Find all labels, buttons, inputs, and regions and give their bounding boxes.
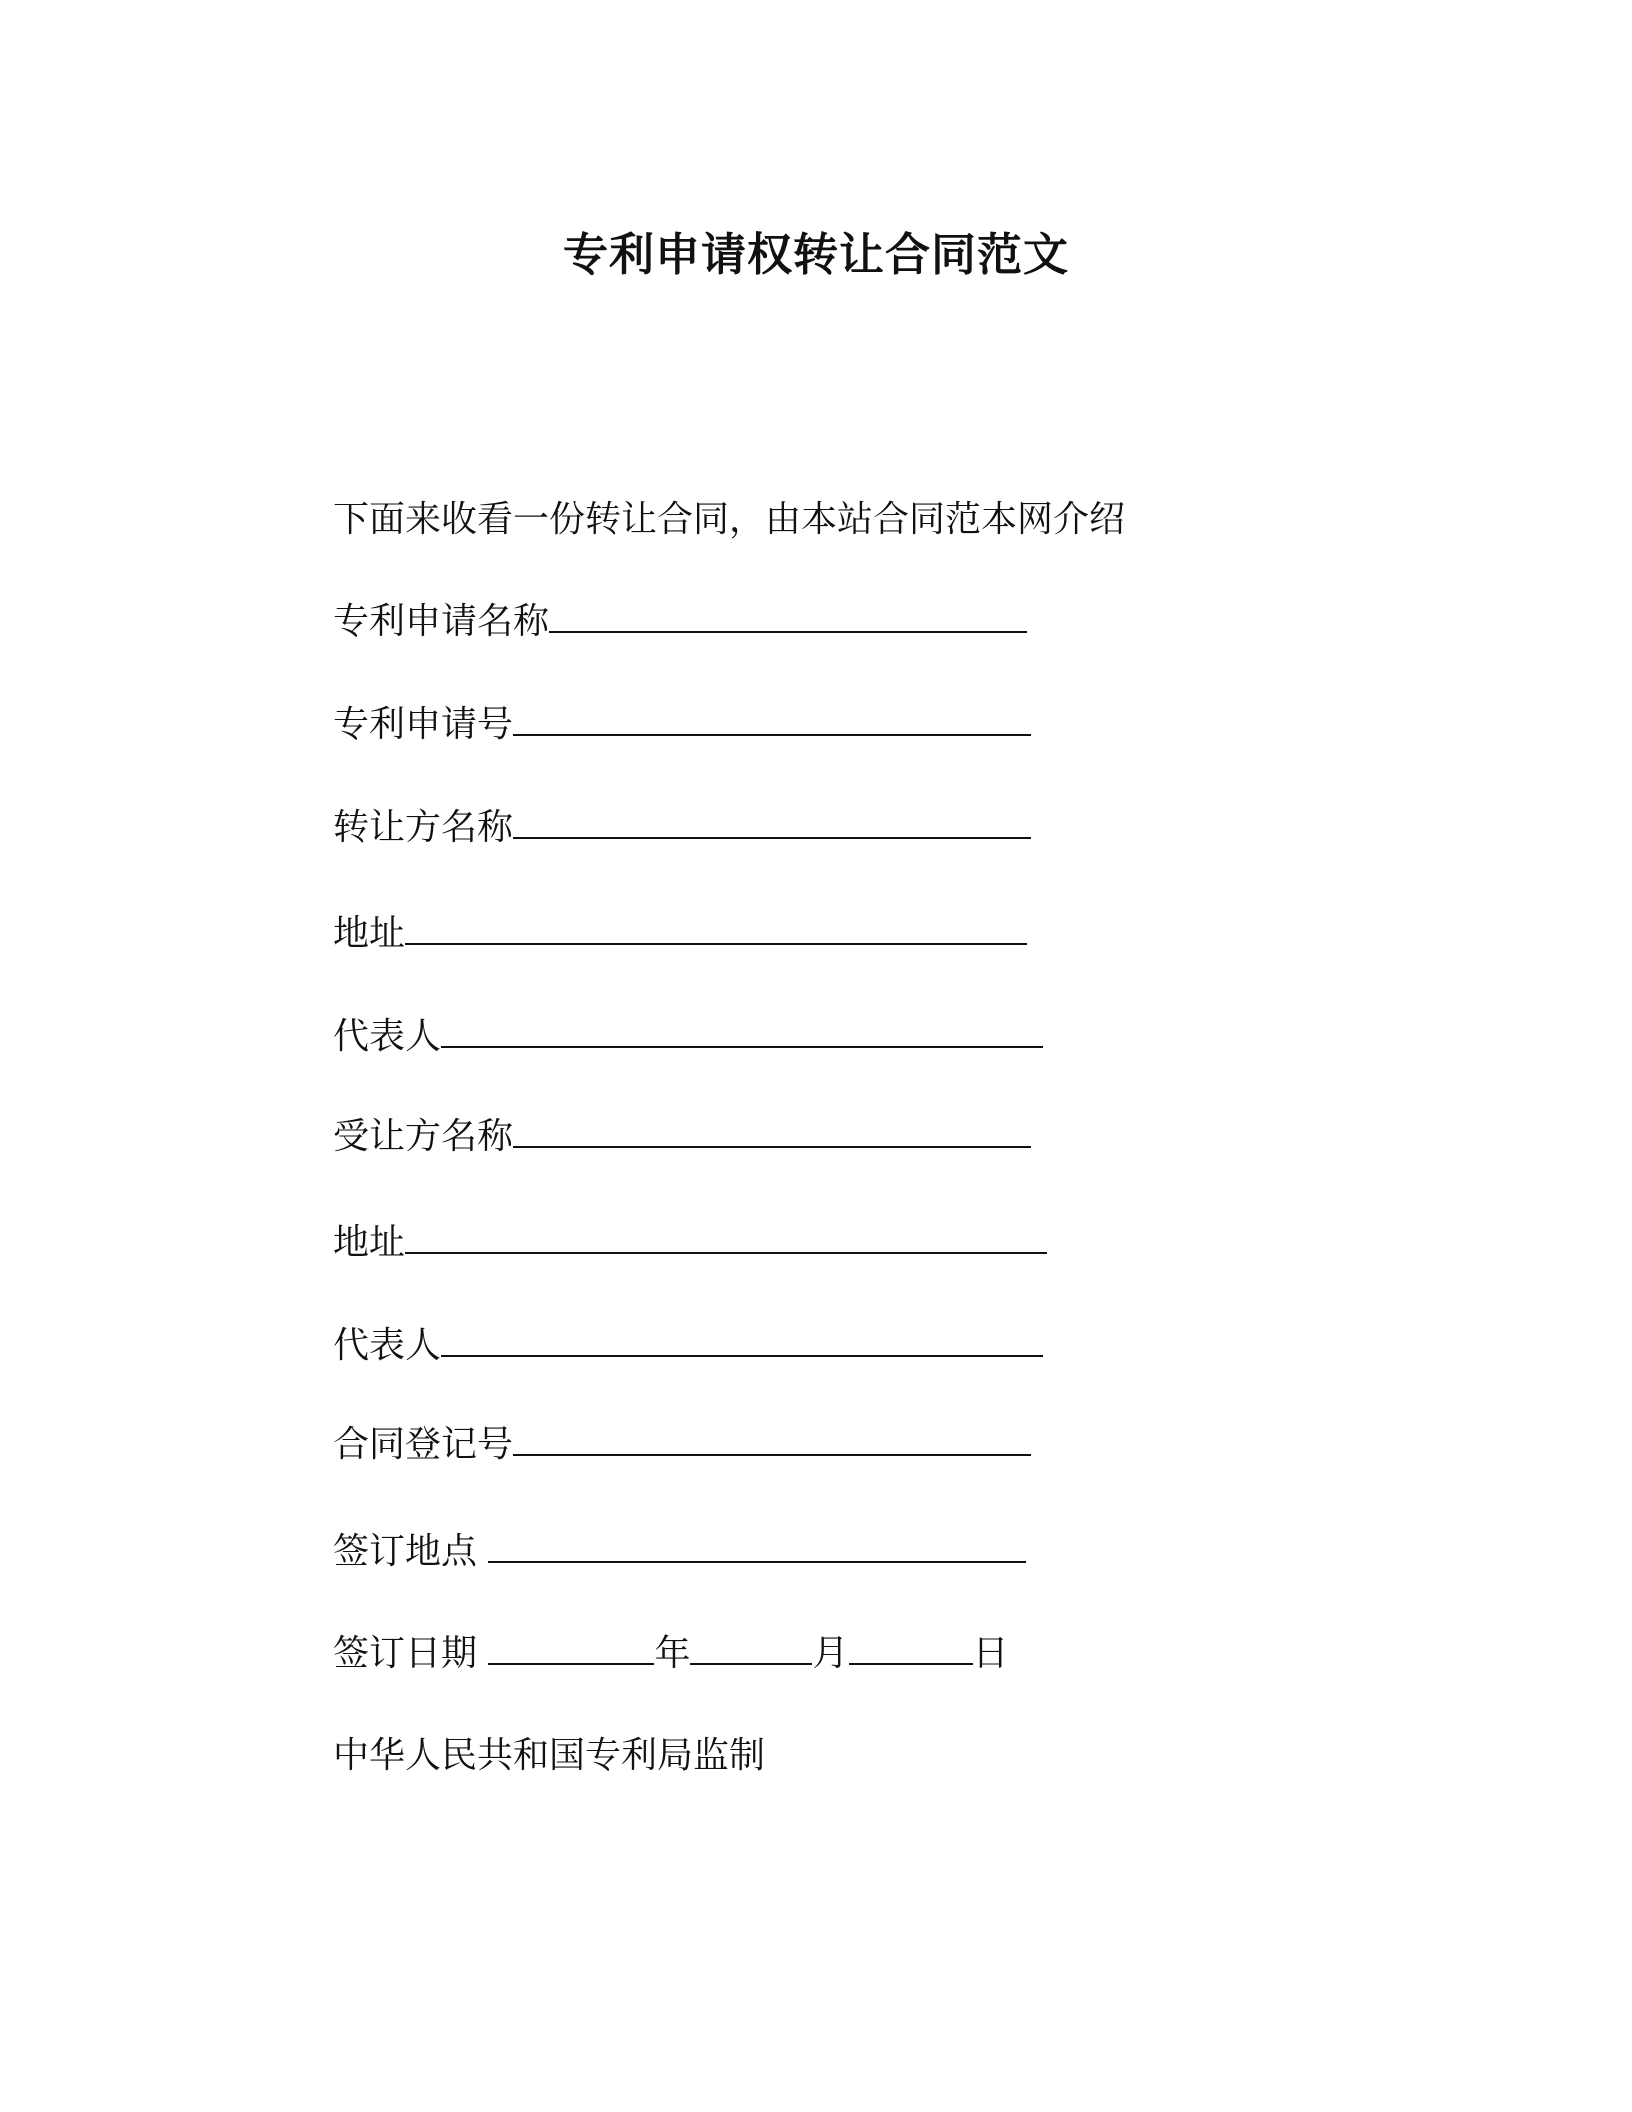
year-unit: 年 bbox=[654, 1633, 691, 1674]
fill-blank[interactable] bbox=[488, 1531, 1026, 1563]
month-unit: 月 bbox=[812, 1633, 849, 1674]
field-patent-application-name bbox=[333, 600, 1027, 644]
field-transferor-representative bbox=[333, 1015, 1043, 1059]
field-signing-date bbox=[333, 1632, 1009, 1676]
field-label: 受让方名称 bbox=[333, 1116, 514, 1157]
year-blank[interactable] bbox=[488, 1633, 654, 1665]
fill-blank[interactable] bbox=[405, 1222, 1047, 1254]
month-blank[interactable] bbox=[690, 1633, 812, 1665]
field-label: 转让方名称 bbox=[333, 807, 514, 848]
field-transferee-address bbox=[333, 1221, 1047, 1265]
field-contract-registration-number bbox=[333, 1423, 1031, 1467]
fill-blank[interactable] bbox=[513, 704, 1031, 736]
fill-blank[interactable] bbox=[549, 601, 1027, 633]
field-label: 地址 bbox=[333, 913, 406, 954]
fill-blank[interactable] bbox=[405, 913, 1027, 945]
fill-blank[interactable] bbox=[513, 807, 1031, 839]
fill-blank[interactable] bbox=[441, 1016, 1043, 1048]
fill-blank[interactable] bbox=[513, 1424, 1031, 1456]
field-patent-application-number bbox=[333, 703, 1031, 747]
field-signing-place bbox=[333, 1530, 1026, 1574]
fill-blank[interactable] bbox=[441, 1325, 1043, 1357]
field-label: 签订日期 bbox=[333, 1633, 478, 1674]
field-transferor-name bbox=[333, 806, 1031, 850]
field-label: 签订地点 bbox=[333, 1531, 478, 1572]
field-transferee-representative bbox=[333, 1324, 1043, 1368]
field-label: 代表人 bbox=[333, 1325, 442, 1366]
day-blank[interactable] bbox=[849, 1633, 973, 1665]
field-label: 专利申请号 bbox=[333, 704, 514, 745]
field-label: 代表人 bbox=[333, 1016, 442, 1057]
fill-blank[interactable] bbox=[513, 1116, 1031, 1148]
footer-supervision-text: 中华人民共和国专利局监制 bbox=[333, 1735, 766, 1776]
day-unit: 日 bbox=[972, 1633, 1009, 1674]
intro-text: 下面来收看一份转让合同，由本站合同范本网介绍 bbox=[333, 499, 1126, 540]
document-title: 专利申请权转让合同范文 bbox=[562, 228, 1069, 281]
field-transferee-name bbox=[333, 1115, 1031, 1159]
field-label: 地址 bbox=[333, 1222, 406, 1263]
field-transferor-address bbox=[333, 912, 1027, 956]
field-label: 合同登记号 bbox=[333, 1424, 514, 1465]
field-label: 专利申请名称 bbox=[333, 601, 550, 642]
